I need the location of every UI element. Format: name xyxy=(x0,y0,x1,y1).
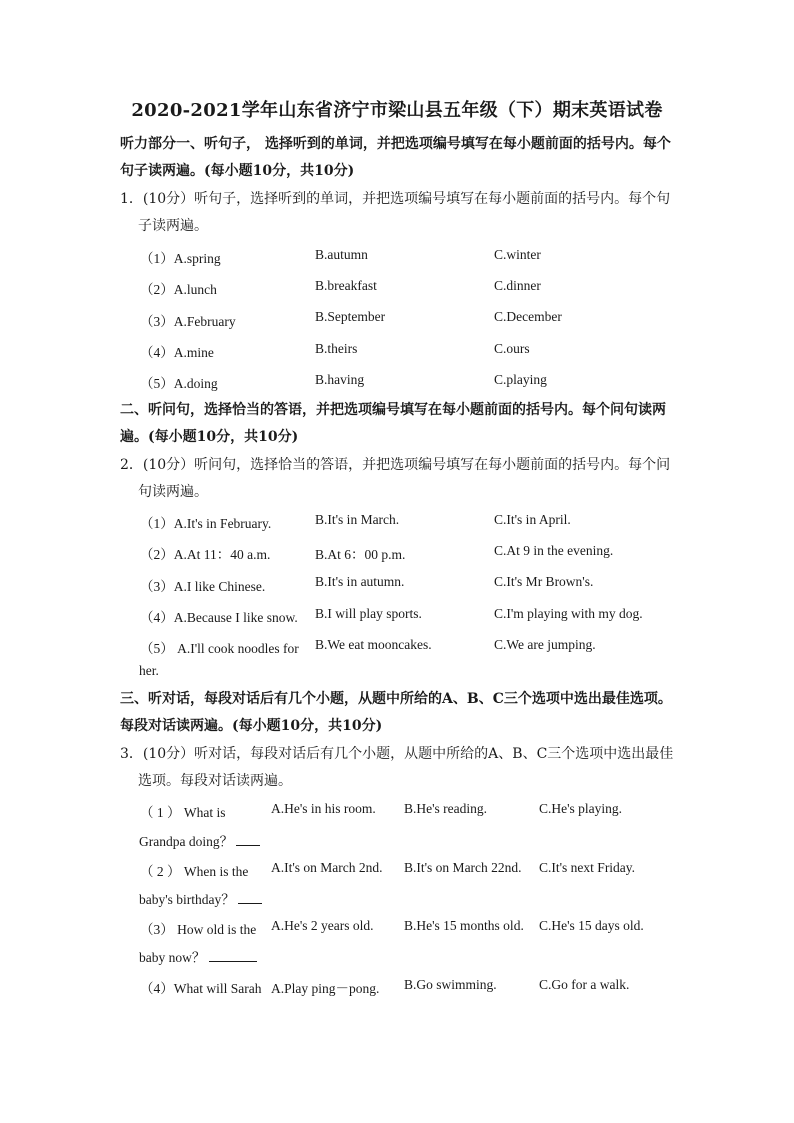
q1-2-option-c: C.dinner xyxy=(494,278,541,293)
q1-5-option-c: C.playing xyxy=(494,372,547,387)
question-3-line-1: 3．(10分）听对话，每段对话后有几个小题，从题中所给的A、B、C三个选项中选出最佳 xyxy=(120,746,674,762)
q3-2-option-c: C.It's next Friday. xyxy=(539,860,636,875)
q3-1-option-b: B.He's reading. xyxy=(404,801,488,816)
q1-2-option-b: B.breakfast xyxy=(315,278,377,293)
q3-3-option-c: C.He's 15 days old. xyxy=(539,918,644,933)
q2-4-option-b: B.I will play sports. xyxy=(315,606,422,621)
q2-4-option-c: C.I'm playing with my dog. xyxy=(494,606,643,621)
q1-1-option-c: C.winter xyxy=(494,247,541,262)
page-title: 2020-2021学年山东省济宁市梁山县五年级（下）期末英语试卷 xyxy=(131,100,663,121)
question-3-line-2: 选项。每段对话读两遍。 xyxy=(138,773,292,789)
q3-4-option-b: B.Go swimming. xyxy=(404,977,497,992)
question-3-text xyxy=(120,741,680,795)
q3-2-option-b: B.It's on March 22nd. xyxy=(404,860,522,875)
q1-3-option-a: （3）A.February xyxy=(140,314,236,329)
q2-1-option-b: B.It's in March. xyxy=(315,512,400,527)
q2-5-option-a: （5） A.I'll cook noodles for xyxy=(140,641,299,656)
question-1-text xyxy=(120,186,680,240)
question-2-line-2: 句读两遍。 xyxy=(138,484,208,500)
q3-3-question-text: baby now？ xyxy=(139,950,206,965)
section-3-header xyxy=(120,686,680,740)
q1-4-option-a: （4）A.mine xyxy=(140,345,214,360)
section-1-header xyxy=(120,131,680,185)
answer-blank xyxy=(236,833,260,846)
q2-4-option-a: （4）A.Because I like snow. xyxy=(140,610,298,625)
q3-1-question-line-1: （ 1 ） What is xyxy=(140,805,226,820)
q1-4-option-b: B.theirs xyxy=(315,341,358,356)
section-3-header-line-2: 每段对话读两遍。(每小题10分，共10分) xyxy=(120,718,383,734)
q2-5-option-b: B.We eat mooncakes. xyxy=(315,637,432,652)
q3-4-question-line-1: （4）What will Sarah xyxy=(140,981,262,996)
q1-5-option-b: B.having xyxy=(315,372,365,387)
q2-2-option-c: C.At 9 in the evening. xyxy=(494,543,614,558)
q1-3-option-c: C.December xyxy=(494,309,562,324)
section-2-header-line-1: 二、听问句，选择恰当的答语，并把选项编号填写在每小题前面的括号内。每个问句读两 xyxy=(120,402,666,418)
q2-1-option-a: （1）A.It's in February. xyxy=(140,516,272,531)
q3-1-question-text: Grandpa doing？ xyxy=(139,834,234,849)
q3-2-question-line-1: （ 2 ） When is the xyxy=(140,864,249,879)
q1-1-option-b: B.autumn xyxy=(315,247,368,262)
q2-3-option-a: （3）A.I like Chinese. xyxy=(140,579,266,594)
q1-2-option-a: （2）A.lunch xyxy=(140,282,217,297)
q3-1-option-c: C.He's playing. xyxy=(539,801,623,816)
q3-1-option-a: A.He's in his room. xyxy=(271,801,376,816)
question-1-line-2: 子读两遍。 xyxy=(138,218,208,234)
q3-3-question-line-1: （3） How old is the xyxy=(140,922,257,937)
section-2-header xyxy=(120,397,680,451)
answer-blank xyxy=(238,891,262,904)
q1-3-option-b: B.September xyxy=(315,309,386,324)
q3-1-question-line-2 xyxy=(139,830,260,850)
section-1-header-line-2: 句子读两遍。(每小题10分，共10分) xyxy=(120,163,355,179)
q2-2-option-a: （2）A.At 11：40 a.m. xyxy=(140,547,271,562)
question-2-text xyxy=(120,452,680,506)
q1-5-option-a: （5）A.doing xyxy=(140,376,218,391)
q2-5-option-a-continued: her. xyxy=(139,663,159,678)
question-1-line-1: 1．(10分）听句子，选择听到的单词，并把选项编号填写在每小题前面的括号内。每个句 xyxy=(120,191,671,207)
section-1-header-line-1: 听力部分一、听句子， 选择听到的单词，并把选项编号填写在每小题前面的括号内。每个 xyxy=(120,136,671,152)
q3-4-option-a: A.Play ping－pong. xyxy=(271,981,380,996)
q3-4-option-c: C.Go for a walk. xyxy=(539,977,630,992)
q3-3-option-b: B.He's 15 months old. xyxy=(404,918,524,933)
q2-1-option-c: C.It's in April. xyxy=(494,512,571,527)
q1-4-option-c: C.ours xyxy=(494,341,530,356)
q3-3-question-line-2 xyxy=(139,946,257,966)
section-3-header-line-1: 三、听对话，每段对话后有几个小题，从题中所给的A、B、C三个选项中选出最佳选项。 xyxy=(120,691,672,707)
answer-blank xyxy=(209,949,257,962)
q2-3-option-c: C.It's Mr Brown's. xyxy=(494,574,594,589)
question-2-line-1: 2．(10分）听问句，选择恰当的答语，并把选项编号填写在每小题前面的括号内。每个问 xyxy=(120,457,671,473)
q2-2-option-b: B.At 6：00 p.m. xyxy=(315,547,406,562)
q3-3-option-a: A.He's 2 years old. xyxy=(271,918,374,933)
section-2-header-line-2: 遍。(每小题10分，共10分) xyxy=(120,429,299,445)
q2-3-option-b: B.It's in autumn. xyxy=(315,574,405,589)
q3-2-question-line-2 xyxy=(139,888,262,908)
q3-2-option-a: A.It's on March 2nd. xyxy=(271,860,383,875)
q3-2-question-text: baby's birthday？ xyxy=(139,892,235,907)
q2-5-option-c: C.We are jumping. xyxy=(494,637,596,652)
q1-1-option-a: （1）A.spring xyxy=(140,251,221,266)
